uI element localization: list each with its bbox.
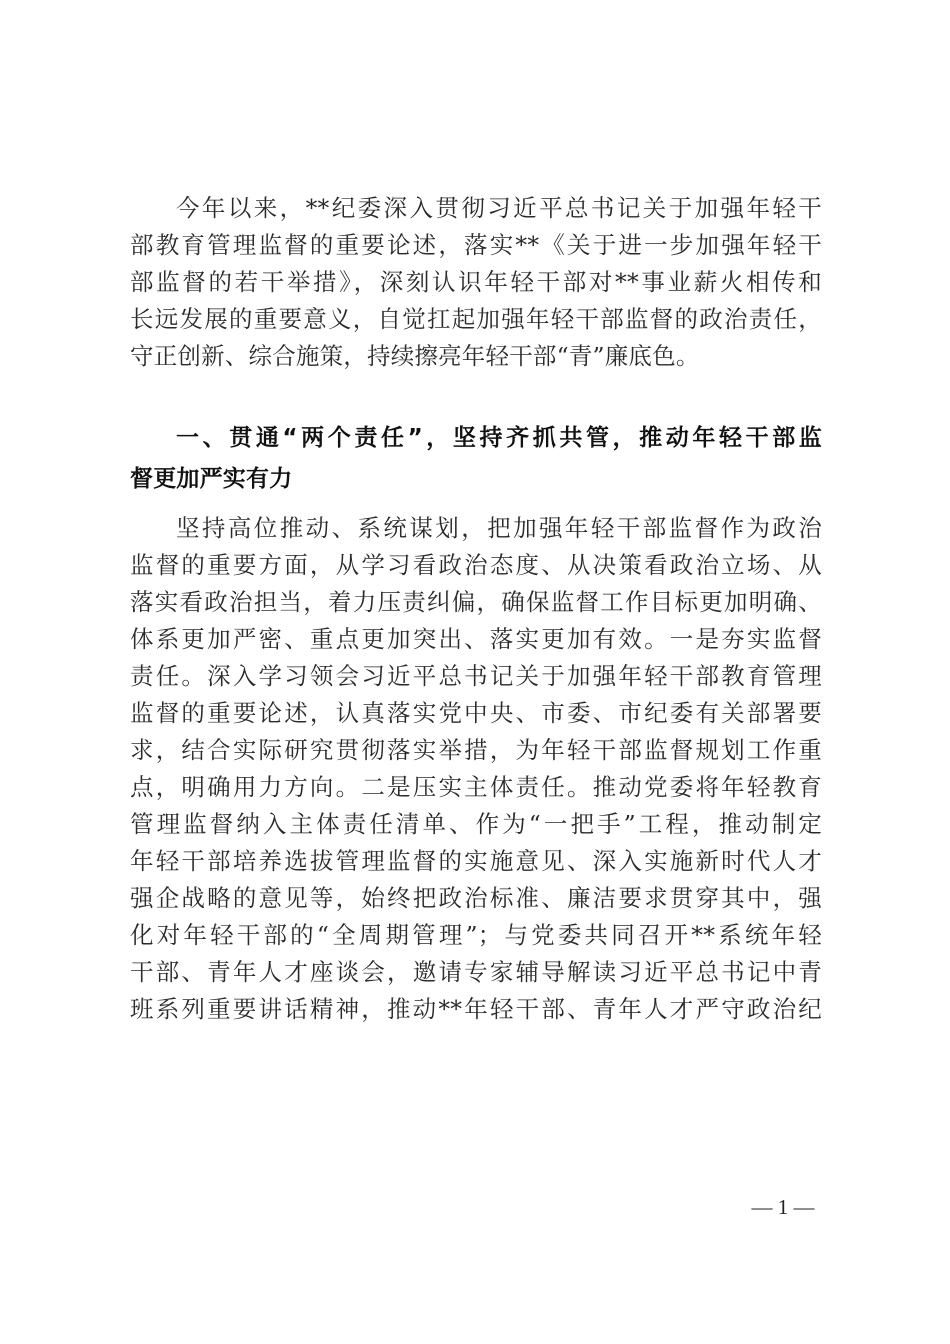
paragraph-line: 长远发展的重要意义，自觉扛起加强年轻干部监督的政治责任， <box>130 305 822 333</box>
paragraph-line: 责任。深入学习领会习近平总书记关于加强年轻干部教育管理 <box>130 662 822 690</box>
paragraph-line: 干部、青年人才座谈会，邀请专家辅导解读习近平总书记中青 <box>130 958 822 986</box>
paragraph-line: 部监督的若干举措》，深刻认识年轻干部对**事业薪火相传和 <box>130 268 822 296</box>
paragraph-line: 点，明确用力方向。二是压实主体责任。推动党委将年轻教育 <box>130 773 822 801</box>
paragraph-line: 监督的重要论述，认真落实党中央、市委、市纪委有关部署要 <box>130 699 822 727</box>
heading-line: 督更加严实有力 <box>130 466 293 492</box>
paragraph-line: 守正创新、综合施策，持续擦亮年轻干部“青”廉底色。 <box>130 342 700 370</box>
paragraph-line: 化对年轻干部的“全周期管理”；与党委共同召开**系统年轻 <box>130 921 822 949</box>
paragraph-line: 班系列重要讲话精神，推动**年轻干部、青年人才严守政治纪 <box>130 995 822 1023</box>
paragraph-line: 体系更加严密、重点更加突出、落实更加有效。一是夯实监督 <box>130 625 822 653</box>
paragraph-line: 强企战略的意见等，始终把政治标准、廉洁要求贯穿其中，强 <box>130 884 822 912</box>
paragraph-line: 监督的重要方面，从学习看政治态度、从决策看政治立场、从 <box>130 551 822 579</box>
paragraph-line: 年轻干部培养选拔管理监督的实施意见、深入实施新时代人才 <box>130 847 822 875</box>
paragraph-line: 管理监督纳入主体责任清单、作为“一把手”工程，推动制定 <box>130 810 822 838</box>
paragraph-line: 部教育管理监督的重要论述，落实**《关于进一步加强年轻干 <box>130 231 822 259</box>
heading-line: 一、贯通“两个责任”，坚持齐抓共管，推动年轻干部监 <box>176 425 822 451</box>
page-number: — 1 — <box>751 1195 815 1219</box>
paragraph-line: 今年以来，**纪委深入贯彻习近平总书记关于加强年轻干 <box>176 194 822 222</box>
paragraph-line: 坚持高位推动、系统谋划，把加强年轻干部监督作为政治 <box>176 514 822 542</box>
paragraph-line: 落实看政治担当，着力压责纠偏，确保监督工作目标更加明确、 <box>130 588 822 616</box>
paragraph-line: 求，结合实际研究贯彻落实举措，为年轻干部监督规划工作重 <box>130 736 822 764</box>
